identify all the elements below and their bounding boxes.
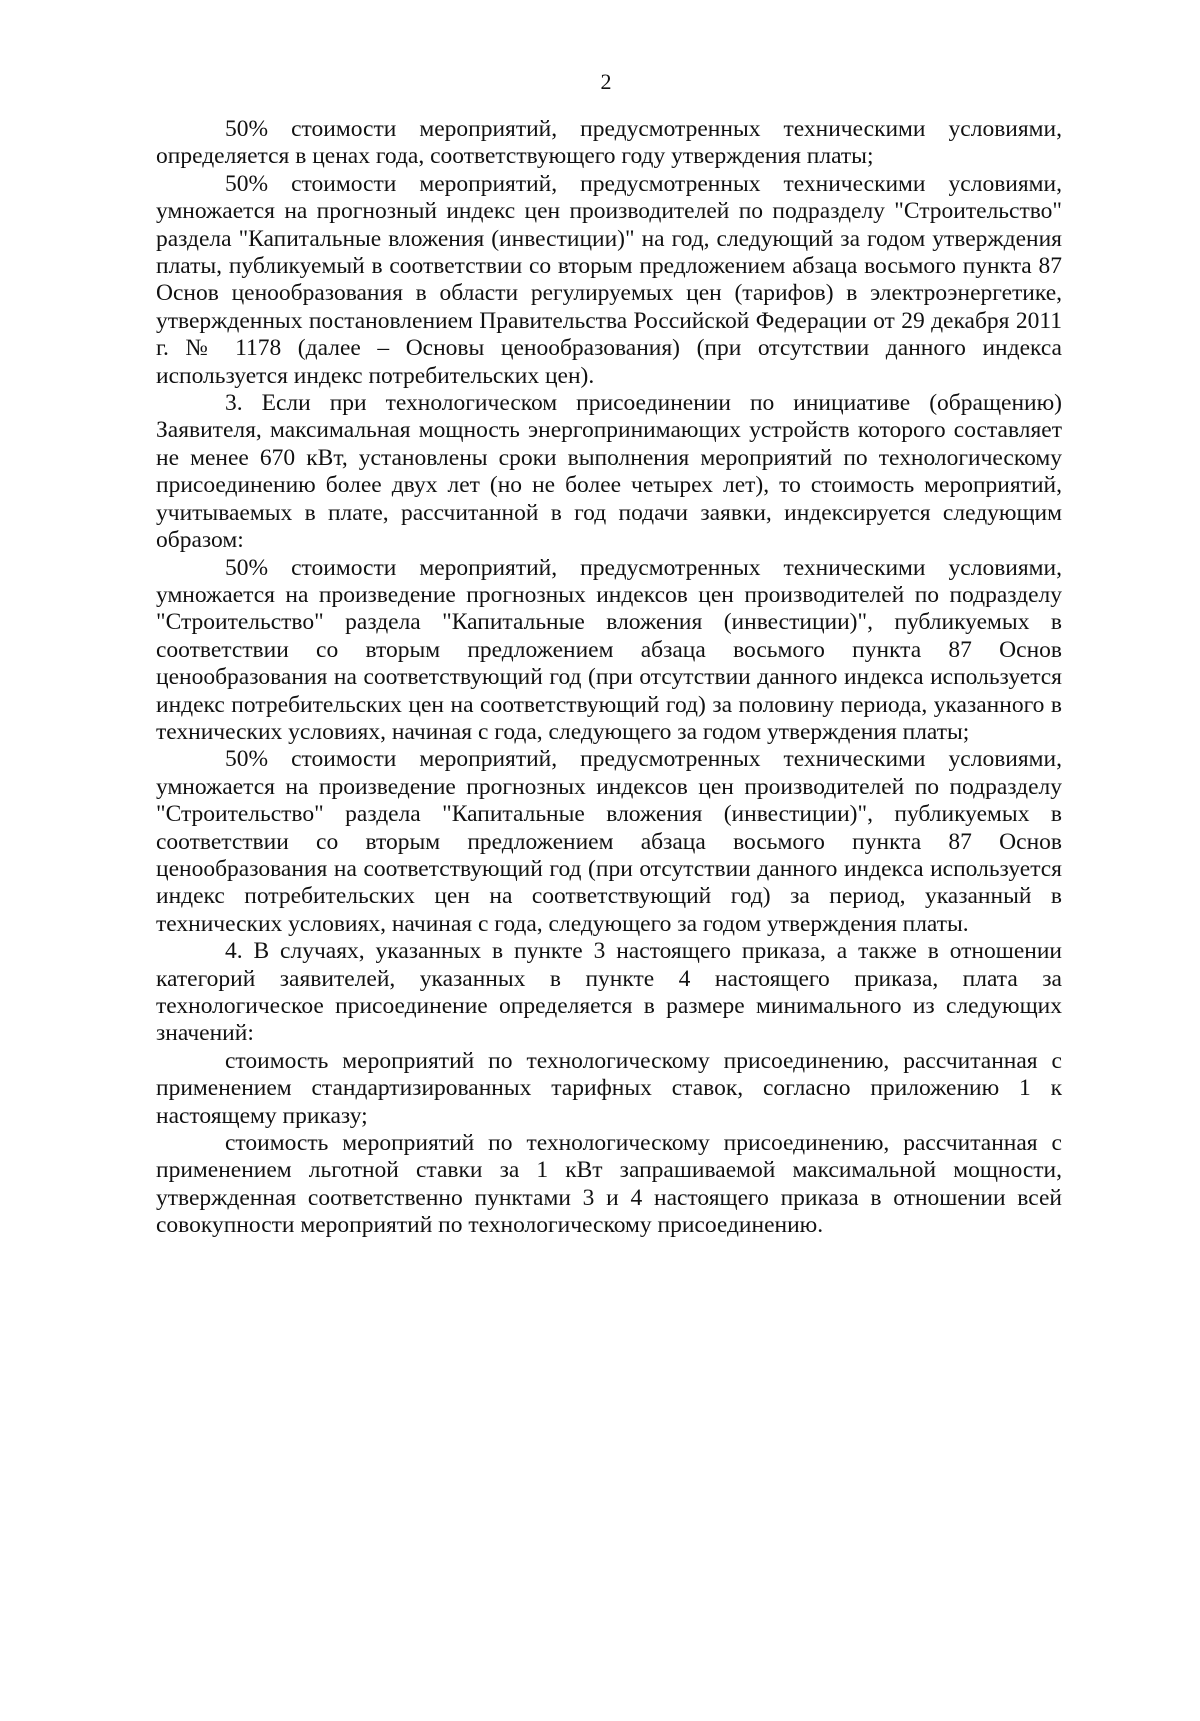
paragraph-5: 50% стоимости мероприятий, предусмотренных техническими условиями, умножается на произведение прогнозных индексов цен производителей по подразделу "Строительство" раздела "Капитальные вложения (инвестиции)", публикуемых в соответствии со вторым предложением абзаца восьмого пункта 87 Основ ценообразования на соответствующий год (при отсутствии данного индекса используется индекс потребительских цен на соответствующий год) за период, указанный в технических условиях, начиная с года, следующего за годом утверждения платы. [156,746,1062,937]
paragraph-3: 3. Если при технологическом присоединении по инициативе (обращению) Заявителя, максимальная мощность энергопринимающих устройств которого составляет не менее 670 кВт, установлены сроки выполнения мероприятий по технологическому присоединению более двух лет (но не более четырех лет), то стоимость мероприятий, учитываемых в плате, рассчитанной в год подачи заявки, индексируется следующим образом: [156,390,1062,554]
paragraph-8: стоимость мероприятий по технологическому присоединению, рассчитанная с применением льготной ставки за 1 кВт запрашиваемой максимальной мощности, утвержденная соответственно пунктами 3 и 4 настоящего приказа в отношении всей совокупности мероприятий по технологическому присоединению. [156,1130,1062,1239]
paragraph-7: стоимость мероприятий по технологическому присоединению, рассчитанная с применением стандартизированных тарифных ставок, согласно приложению 1 к настоящему приказу; [156,1047,1062,1129]
paragraph-4: 50% стоимости мероприятий, предусмотренных техническими условиями, умножается на произведение прогнозных индексов цен производителей по подразделу "Строительство" раздела "Капитальные вложения (инвестиции)", публикуемых в соответствии со вторым предложением абзаца восьмого пункта 87 Основ ценообразования на соответствующий год (при отсутствии данного индекса используется индекс потребительских цен на соответствующий год) за половину периода, указанного в технических условиях, начиная с года, следующего за годом утверждения платы; [156,554,1062,745]
paragraph-1: 50% стоимости мероприятий, предусмотренных техническими условиями, определяется в ценах года, соответствующего году утверждения платы; [156,116,1062,170]
paragraph-2: 50% стоимости мероприятий, предусмотренных техническими условиями, умножается на прогнозный индекс цен производителей по подразделу "Строительство" раздела "Капитальные вложения (инвестиции)" на год, следующий за годом утверждения платы, публикуемый в соответствии со вторым предложением абзаца восьмого пункта 87 Основ ценообразования в области регулируемых цен (тарифов) в электроэнергетике, утвержденных постановлением Правительства Российской Федерации от 29 декабря 2011 г. № 1178 (далее – Основы ценообразования) (при отсутствии данного индекса используется индекс потребительских цен). [156,170,1062,389]
paragraph-6: 4. В случаях, указанных в пункте 3 настоящего приказа, а также в отношении категорий заявителей, указанных в пункте 4 настоящего приказа, плата за технологическое присоединение определяется в размере минимального из следующих значений: [156,938,1062,1047]
document-body [156,116,1062,1240]
page-number: 2 [600,69,612,94]
